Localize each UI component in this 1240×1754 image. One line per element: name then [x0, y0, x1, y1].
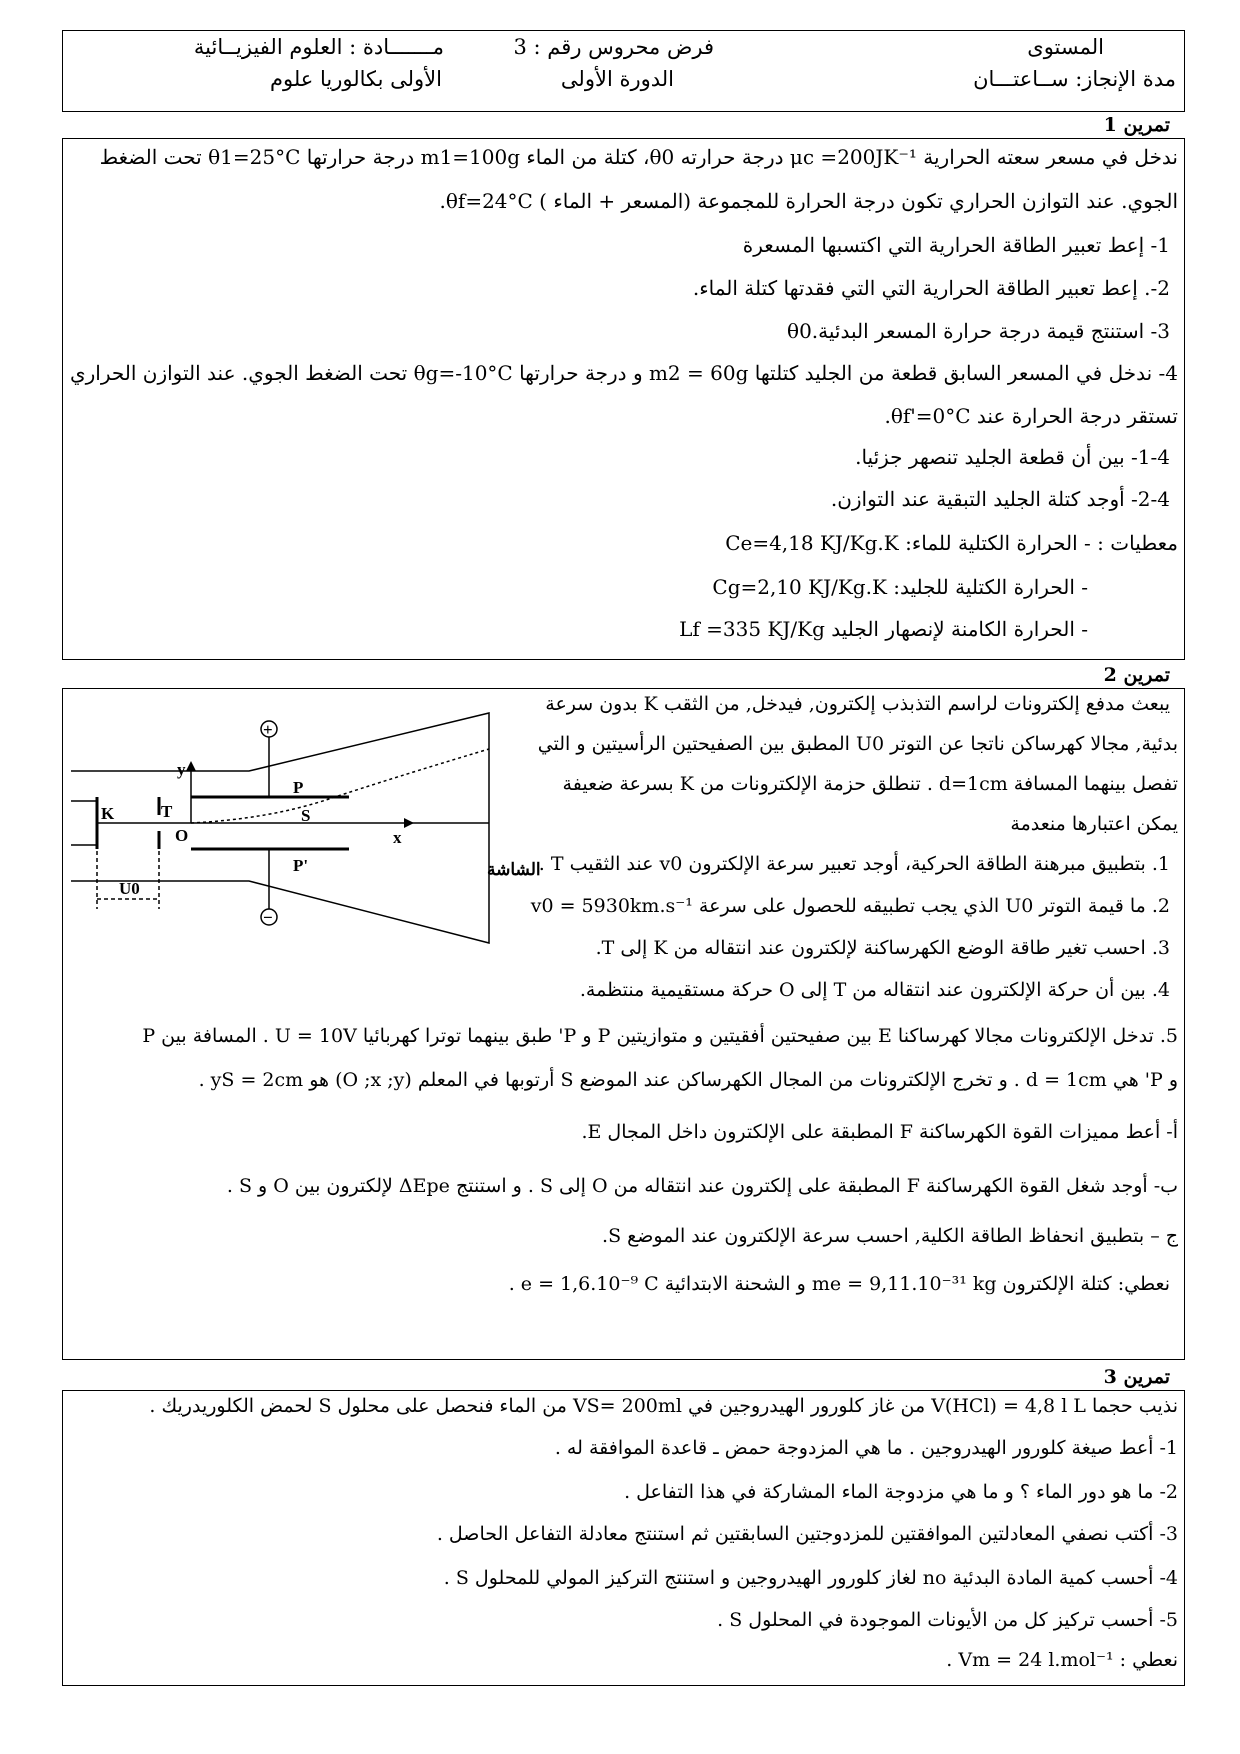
ex1-body — [63, 139, 1178, 659]
ex3-line: نذيب حجما V(HCl) = 4,8 l L من غاز كلورور الهيدروجين في VS= 200ml من الماء فنحصل على محلول S لحمض الكلوريدريك . — [149, 1395, 1178, 1417]
minus-sign: − — [263, 908, 273, 927]
ex1-line: 1-4- بين أن قطعة الجليد تنصهر جزئيا. — [855, 445, 1170, 469]
ex3-line: 3- أكتب نصفي المعادلتين الموافقتين للمزدوجتين السابقتين ثم استنتج معادلة التفاعل الحاصل . — [436, 1523, 1178, 1545]
ex2-line: نعطي: كتلة الإلكترون me = 9,11.10⁻³¹ kg و الشحنة الابتدائية e = 1,6.10⁻⁹ C . — [508, 1273, 1170, 1295]
ex2-line: تفصل بينهما المسافة d=1cm . تنطلق حزمة الإلكترونات من K بسرعة ضعيفة — [562, 773, 1178, 795]
ex1-line: - الحرارة الكتلية للجليد: Cg=2,10 KJ/Kg.K — [712, 575, 1088, 599]
plus-sign: + — [263, 720, 273, 739]
ex2-line: 1. بتطبيق مبرهنة الطاقة الحركية، أوجد تعبير سرعة الإلكترون v0 عند الثقيب T . — [538, 853, 1170, 875]
header-class: الأولى بكالوريا علوم — [269, 67, 442, 91]
header-duration: مدة الإنجاز: ســاعتـــان — [973, 67, 1176, 91]
ex3-line: 2- ما هو دور الماء ؟ و ما هي مزدوجة الماء المشاركة في هذا التفاعل . — [624, 1481, 1178, 1503]
label-y: y — [177, 760, 186, 779]
label-screen: الشاشة — [487, 860, 541, 879]
ex2-line: ب- أوجد شغل القوة الكهرساكنة F المطبقة على إلكترون عند انتقاله من O إلى S . و استنتج ΔEpe لإلكترون بين O و S . — [226, 1175, 1178, 1197]
label-O: O — [175, 826, 189, 845]
ex3-line: 4- أحسب كمية المادة البدئية no لغاز كلورور الهيدروجين و استنتج التركيز المولي للمحلول S . — [443, 1567, 1178, 1589]
ex2-line: أ- أعط مميزات القوة الكهرساكنة F المطبقة على الإلكترون داخل المجال E. — [581, 1121, 1178, 1143]
header-subject: مـــــــادة : العلوم الفيزيــائية — [193, 35, 444, 59]
ex1-line: معطيات : - الحرارة الكتلية للماء: Ce=4,18 KJ/Kg.K — [725, 531, 1178, 555]
ex1-line: 4- ندخل في المسعر السابق قطعة من الجليد كتلتها m2 = 60g و درجة حرارتها θg=-10°C تحت الضغط الجوي. عند التوازن الحراري — [69, 361, 1178, 385]
header-level: المستوى — [1027, 35, 1104, 59]
ex2-line: يبعث مدفع إلكترونات لراسم التذبذب إلكترون, فيدخل, من الثقب K بدون سرعة — [545, 693, 1170, 715]
label-K: K — [101, 804, 115, 823]
ex1-line: الجوي. عند التوازن الحراري تكون درجة الحرارة للمجموعة (المسعر + الماء ) θf=24°C. — [439, 189, 1178, 213]
ex2-line: و P' هي d = 1cm . و تخرج الإلكترونات من المجال الكهرساكن عند الموضع S أرتوبها في المعلم (O ;x ;y) هو yS = 2cm . — [198, 1069, 1178, 1091]
ex1-line: تستقر درجة الحرارة عند θf'=0°C. — [884, 404, 1178, 428]
ex2-line: بدئية, مجالا كهرساكن ناتجا عن التوتر U0 المطبق بين الصفيحتين الرأسيتين و التي — [537, 733, 1178, 755]
ex1-title: تمرين 1 — [1103, 114, 1170, 136]
ex2-body — [63, 689, 1178, 1359]
ex1-line: 2-. إعط تعبير الطاقة الحرارية التي التي فقدتها كتلة الماء. — [692, 276, 1170, 300]
label-Pp: P' — [293, 856, 309, 875]
header-exam: فرض محروس رقم : 3 — [513, 35, 714, 59]
ex3-line: نعطي : Vm = 24 l.mol⁻¹ . — [946, 1649, 1178, 1671]
ex3-box — [62, 1390, 1185, 1686]
ex2-line: 4. بين أن حركة الإلكترون عند انتقاله من T إلى O حركة مستقيمية منتظمة. — [579, 979, 1170, 1001]
ex2-line: ج – بتطبيق انحفاظ الطاقة الكلية, احسب سرعة الإلكترون عند الموضع S. — [602, 1225, 1178, 1247]
ex3-line: 5- أحسب تركيز كل من الأيونات الموجودة في المحلول S . — [717, 1609, 1178, 1631]
ex2-line: يمكن اعتبارها منعدمة — [1010, 813, 1178, 835]
ex2-line: 2. ما قيمة التوتر U0 الذي يجب تطبيقه للحصول على سرعة v0 = 5930km.s⁻¹ — [530, 895, 1170, 917]
label-T: T — [161, 802, 173, 821]
label-S: S — [301, 806, 311, 825]
ex1-line: - الحرارة الكامنة لإنصهار الجليد Lf =335 KJ/Kg — [679, 617, 1088, 641]
ex1-line: 2-4- أوجد كتلة الجليد التبقية عند التوازن. — [830, 487, 1170, 511]
ex1-line: 1- إعط تعبير الطاقة الحرارية التي اكتسبها المسعرة — [742, 233, 1170, 257]
header-box — [62, 30, 1185, 112]
label-x: x — [393, 828, 402, 847]
ex2-title: تمرين 2 — [1103, 664, 1170, 686]
ex3-title: تمرين 3 — [1103, 1366, 1170, 1388]
ex1-line: ندخل في مسعر سعته الحرارية μc =200JK⁻¹ درجة حرارته θ0، كتلة من الماء m1=100g درجة حرارتها θ1=25°C تحت الضغط — [99, 145, 1178, 169]
ex1-line: 3- استنتج قيمة درجة حرارة المسعر البدئية.θ0 — [787, 319, 1170, 343]
ex2-line: 3. احسب تغير طاقة الوضع الكهرساكنة لإلكترون عند انتقاله من K إلى T. — [595, 937, 1170, 959]
ex2-line: 5. تدخل الإلكترونات مجالا كهرساكنا E بين صفيحتين أفقيتين و متوازيتين P و P' طبق بينهما توترا كهربائيا U = 10V . المسافة بين P — [142, 1025, 1178, 1047]
label-P: P — [293, 778, 304, 797]
ex3-line: 1- أعط صيغة كلورور الهيدروجين . ما هي المزدوجة حمض ـ قاعدة الموافقة له . — [554, 1437, 1178, 1459]
header-session: الدورة الأولى — [560, 67, 674, 91]
ex3-body — [63, 1391, 1178, 1685]
label-U0: U0 — [119, 879, 140, 898]
ex1-box — [62, 138, 1185, 660]
ex2-box — [62, 688, 1185, 1360]
